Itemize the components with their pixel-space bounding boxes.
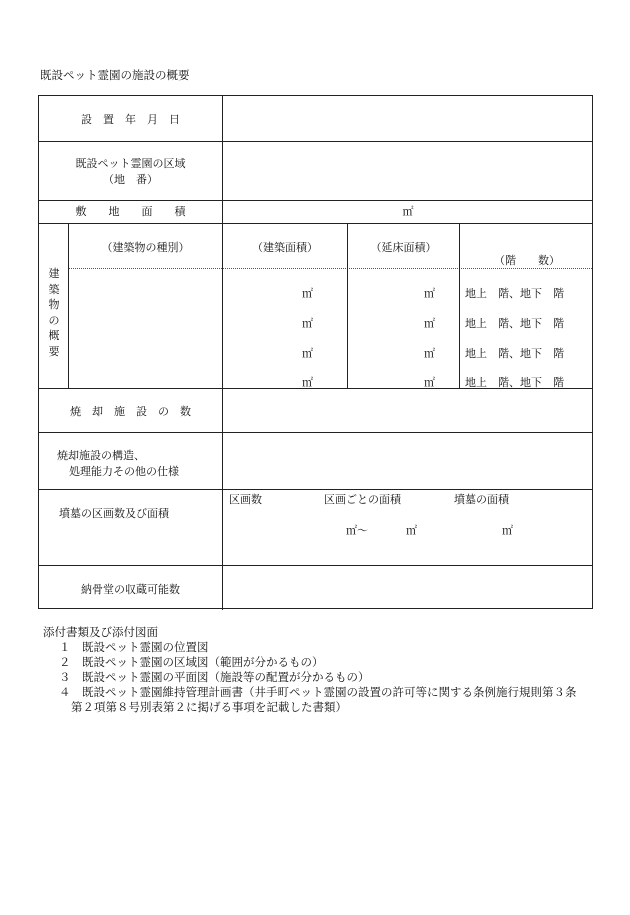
building-area-unit[interactable]: ㎡: [302, 317, 313, 330]
graves-per-area-from-unit[interactable]: ㎡〜: [346, 524, 368, 537]
floors-value[interactable]: 地上 階、地下 階: [465, 287, 564, 300]
header-dotted-divider: [69, 268, 592, 269]
document-title: 既設ペット霊園の施設の概要: [40, 68, 190, 82]
building-side-char: 要: [48, 344, 60, 358]
row-divider: [39, 489, 592, 490]
incinerator-spec-label-2: 処理能力その他の仕様: [69, 465, 179, 478]
building-area-unit[interactable]: ㎡: [302, 287, 313, 300]
attachment-item: ３ 既設ペット霊園の平面図（施設等の配置が分かるもの）: [59, 670, 370, 684]
building-area-unit[interactable]: ㎡: [302, 347, 313, 360]
building-area-unit[interactable]: ㎡: [302, 376, 313, 389]
row-divider: [39, 223, 592, 224]
floor-area-unit[interactable]: ㎡: [424, 287, 435, 300]
area-field[interactable]: [223, 142, 593, 200]
floor-area-unit[interactable]: ㎡: [424, 347, 435, 360]
graves-total-area-header: 墳墓の面積: [454, 493, 509, 506]
floors-value[interactable]: 地上 階、地下 階: [465, 317, 564, 330]
incinerator-count-label: 焼 却 施 設 の 数: [70, 405, 191, 418]
lot-number-label: （地 番）: [103, 173, 158, 186]
attachments-heading: 添付書類及び添付図面: [43, 625, 158, 639]
ossuary-capacity-field[interactable]: [223, 566, 593, 609]
incinerator-spec-label: 焼却施設の構造、: [57, 449, 145, 462]
floor-area-header: （延床面積）: [370, 241, 437, 254]
row-divider: [39, 200, 592, 201]
building-side-char: 概: [48, 329, 60, 342]
building-side-char: 建: [48, 267, 60, 280]
building-side-char: の: [48, 313, 60, 327]
graves-total-unit[interactable]: ㎡: [502, 524, 513, 537]
site-area-unit[interactable]: ㎡: [402, 205, 414, 218]
setup-date-field[interactable]: [223, 96, 593, 141]
ossuary-capacity-label: 納骨堂の収蔵可能数: [81, 583, 180, 596]
floors-value[interactable]: 地上 階、地下 階: [465, 376, 564, 389]
graves-per-area-to-unit[interactable]: ㎡: [406, 524, 417, 537]
attachment-item: ２ 既設ペット霊園の区域図（範囲が分かるもの）: [59, 655, 324, 669]
floors-value[interactable]: 地上 階、地下 階: [465, 347, 564, 360]
graves-label: 墳墓の区画数及び面積: [59, 507, 169, 520]
setup-date-label: 設 置 年 月 日: [81, 113, 180, 126]
attachments-section: [45, 625, 577, 715]
floor-area-unit[interactable]: ㎡: [424, 376, 435, 389]
incinerator-spec-field[interactable]: [223, 433, 593, 489]
building-side-char: 物: [48, 298, 60, 311]
building-section-label: [47, 266, 61, 359]
site-area-label: 敷 地 面 積: [75, 205, 186, 218]
building-area-header: （建築面積）: [252, 241, 318, 254]
attachment-item: ４ 既設ペット霊園維持管理計画書（井手町ペット霊園の設置の許可等に関する条例施行規則第３条: [59, 685, 577, 699]
graves-count-header: 区画数: [229, 493, 262, 506]
attachment-item-continuation: 第２項第８号別表第２に掲げる事項を記載した書類）: [71, 700, 347, 714]
graves-per-area-header: 区画ごとの面積: [324, 493, 401, 506]
floor-area-unit[interactable]: ㎡: [424, 317, 435, 330]
area-label: 既設ペット霊園の区域: [75, 157, 186, 170]
facility-overview-form: [38, 95, 593, 609]
incinerator-count-field[interactable]: [223, 389, 593, 432]
building-col-divider: [459, 223, 460, 388]
building-side-char: 築: [48, 282, 60, 296]
attachment-item: １ 既設ペット霊園の位置図: [59, 640, 209, 654]
building-type-header: （建築物の種別）: [101, 241, 190, 254]
floors-header: （階 数）: [494, 254, 560, 267]
